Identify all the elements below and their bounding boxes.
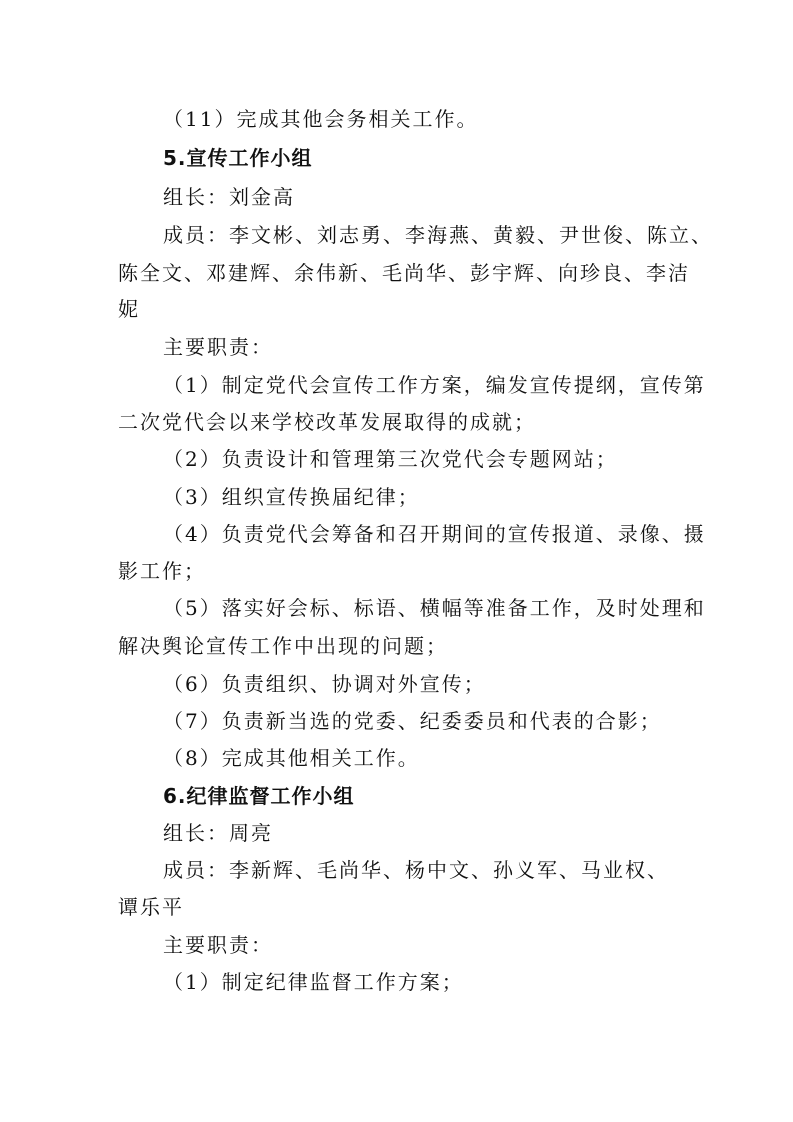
publicity-duty-6: （6）负责组织、协调对外宣传； — [163, 672, 486, 696]
publicity-group-members-line-2: 陈全文、邓建辉、余伟新、毛尚华、彭宇辉、向珍良、李洁 — [118, 261, 690, 285]
section-heading-publicity-group: 5.宣传工作小组 — [163, 146, 313, 170]
discipline-group-leader: 组长：周亮 — [163, 821, 273, 845]
publicity-duty-7: （7）负责新当选的党委、纪委委员和代表的合影； — [163, 709, 662, 733]
discipline-group-members-line-1: 成员：李新辉、毛尚华、杨中文、孙义军、马业权、 — [163, 858, 669, 882]
section-heading-discipline-group: 6.纪律监督工作小组 — [163, 784, 355, 808]
publicity-duty-2: （2）负责设计和管理第三次党代会专题网站； — [163, 447, 618, 471]
item-11-finish-other-affairs: （11）完成其他会务相关工作。 — [163, 107, 479, 131]
publicity-duty-1-line-1: （1）制定党代会宣传工作方案，编发宣传提纲，宣传第 — [163, 373, 706, 397]
publicity-duty-8: （8）完成其他相关工作。 — [163, 746, 420, 770]
publicity-duties-heading: 主要职责： — [163, 335, 273, 359]
publicity-duty-5-line-1: （5）落实好会标、标语、横幅等准备工作，及时处理和 — [163, 596, 706, 620]
discipline-duties-heading: 主要职责： — [163, 933, 273, 957]
publicity-group-members-line-1: 成员：李文彬、刘志勇、李海燕、黄毅、尹世俊、陈立、 — [163, 223, 713, 247]
publicity-duty-4-line-2: 影工作； — [118, 559, 206, 583]
publicity-duty-1-line-2: 二次党代会以来学校改革发展取得的成就； — [118, 410, 536, 434]
publicity-duty-4-line-1: （4）负责党代会筹备和召开期间的宣传报道、录像、摄 — [163, 522, 706, 546]
publicity-group-members-line-3: 妮 — [118, 297, 140, 321]
publicity-duty-5-line-2: 解决舆论宣传工作中出现的问题； — [118, 634, 448, 658]
publicity-group-leader: 组长：刘金高 — [163, 185, 295, 209]
publicity-duty-3: （3）组织宣传换届纪律； — [163, 485, 420, 509]
discipline-duty-1: （1）制定纪律监督工作方案； — [163, 970, 464, 994]
discipline-group-members-line-2: 谭乐平 — [118, 895, 184, 919]
